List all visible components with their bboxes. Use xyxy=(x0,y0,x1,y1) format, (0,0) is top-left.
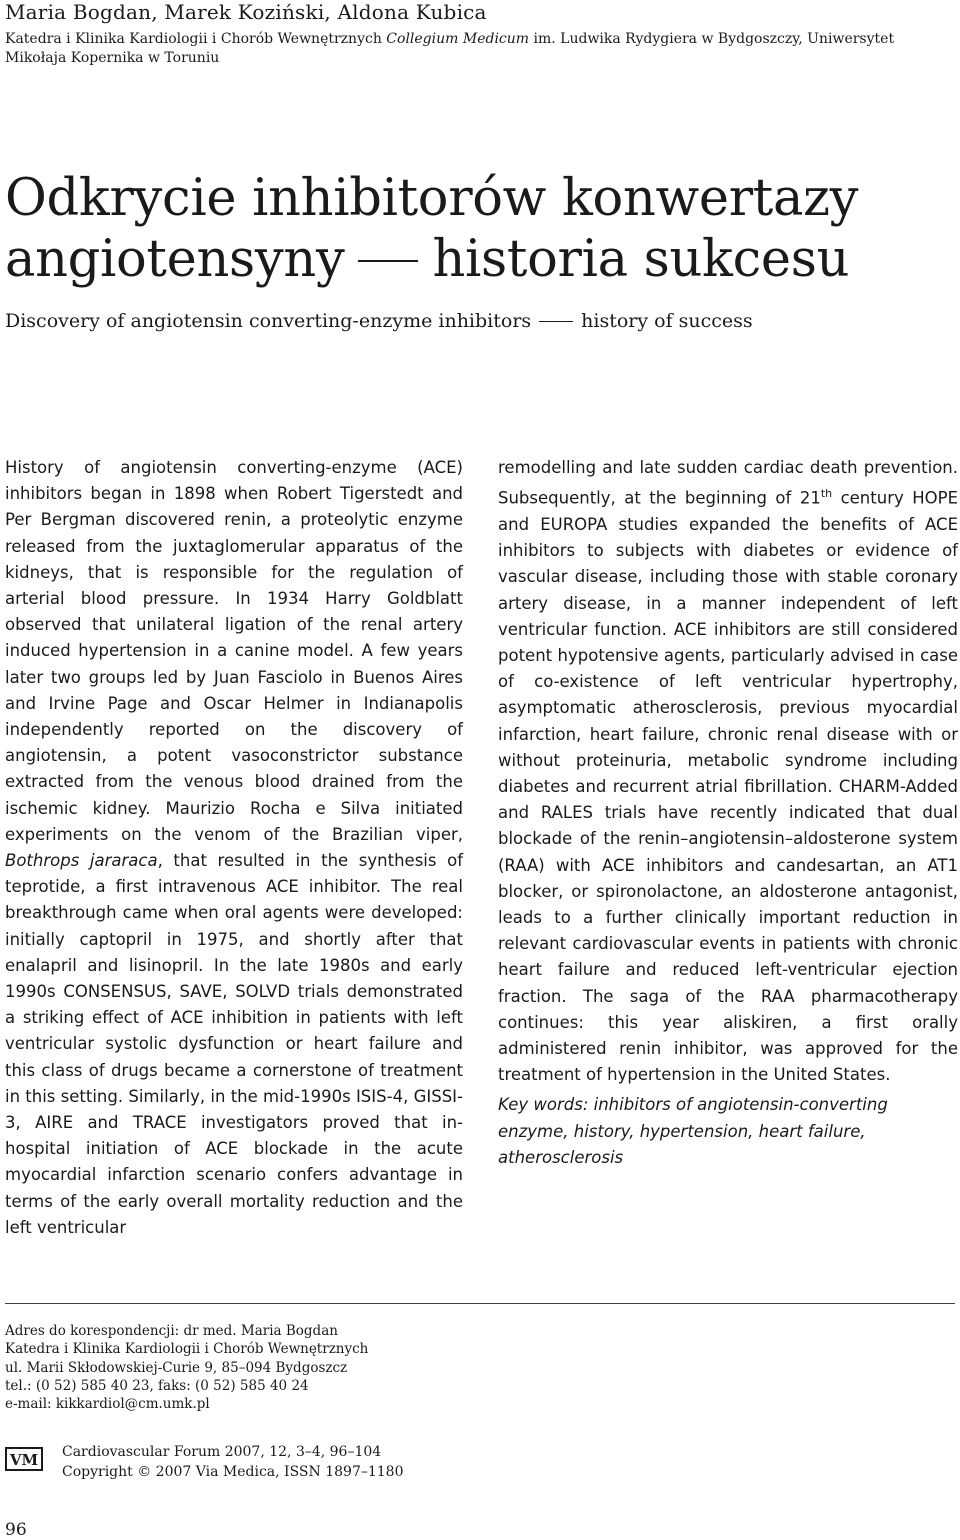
abstract-left-text-b: , that resulted in the synthesis of teprotide, a first intravenous ACE inhibitor. The real breakthrough came when oral agents were developed: initially captopril in 1975, and shortly after that enalapril and lisinopril. In the late 1980s and early 1990s CONSENSUS, SAVE, SOLVD trials demonstrated a striking effect of ACE inhibition in patients with left ventricular systolic dysfunction or heart failure and this class of drugs became a cornerstone of treatment in this setting. Similarly, in the mid-1990s ISIS-4, GISSI-3, AIRE and TRACE investigators proved that in-hospital initiation of ACE blockade in the acute myocardial infarction scenario confers advantage in terms of the early overall mortality reduction and the left ventricular xyxy=(5,851,463,1237)
correspondence-line2: Katedra i Klinika Kardiologii i Chorób Wewnętrznych xyxy=(5,1341,369,1358)
article-subtitle xyxy=(5,310,753,332)
affiliation-line1-post: im. Ludwika Rydygiera w Bydgoszczy, Uniwersytet xyxy=(529,31,895,47)
subtitle-dash xyxy=(539,321,573,322)
abstract-right-text-a: remodelling and late sudden cardiac death prevention. Subsequently, at the beginning of 21 xyxy=(498,458,958,508)
correspondence-email: e-mail: kikkardiol@cm.umk.pl xyxy=(5,1396,210,1413)
title-line1: Odkrycie inhibitorów konwertazy xyxy=(5,169,859,228)
keywords: Key words: inhibitors of angiotensin-converting enzyme, history, hypertension, heart failure, atherosclerosis xyxy=(498,1095,888,1167)
citation xyxy=(62,1443,403,1482)
subtitle-b: history of success xyxy=(581,310,753,332)
article-title xyxy=(5,168,858,290)
correspondence-line3: ul. Marii Skłodowskiej-Curie 9, 85–094 Bydgoszcz xyxy=(5,1359,348,1376)
copyright: Copyright © 2007 Via Medica, ISSN 1897–1180 xyxy=(62,1463,404,1480)
abstract-paragraph-right xyxy=(498,455,958,1088)
via-medica-logo xyxy=(5,1447,43,1471)
abstract-right-sup: th xyxy=(820,487,833,501)
abstract-right-text-b: century HOPE and EUROPA studies expanded the benefits of ACE inhibitors to subjects with diabetes or evidence of vascular disease, including those with stable coronary artery disease, in a manner independent of left ventricular function. ACE inhibitors are still considered potent hypotensive agents, particularly advised in case of co-existence of left ventricular hypertrophy, asymptomatic atherosclerosis, previous myocardial infarction, heart failure, chronic renal disease with or without proteinuria, metabolic syndrome including diabetes and recurrent atrial fibrillation. CHARM-Added and RALES trials have recently indicated that dual blockade of the renin–angiotensin–aldosterone system (RAA) with ACE inhibitors and candesartan, an AT1 blocker, or spironolactone, an aldosterone antagonist, leads to a further clinically important reduction in relevant cardiovascular events in patients with chronic heart failure and reduced left-ventricular ejection fraction. The saga of the RAA pharmacotherapy continues: this year aliskiren, a first orally administered renin inhibitor, was approved for the treatment of hypertension in the United States. xyxy=(498,488,958,1085)
journal-reference: Cardiovascular Forum 2007, 12, 3–4, 96–104 xyxy=(62,1444,382,1460)
authors: Maria Bogdan, Marek Koziński, Aldona Kubica xyxy=(5,0,487,24)
title-line2-b: historia sukcesu xyxy=(432,230,850,289)
affiliation-line1-italic: Collegium Medicum xyxy=(386,31,530,47)
abstract-left-species: Bothrops jararaca xyxy=(5,851,158,871)
abstract-right-column xyxy=(498,455,958,1171)
abstract-left-column xyxy=(5,455,463,1241)
divider xyxy=(5,1303,955,1304)
page-number: 96 xyxy=(5,1520,27,1540)
correspondence-line4: tel.: (0 52) 585 40 23, faks: (0 52) 585 40 24 xyxy=(5,1377,309,1394)
abstract-paragraph-left xyxy=(5,455,463,1241)
affiliation-line1-pre: Katedra i Klinika Kardiologii i Chorób Wewnętrznych xyxy=(5,31,387,47)
abstract-left-text-a: History of angiotensin converting-enzyme (ACE) inhibitors began in 1898 when Robert Tigerstedt and Per Bergman discovered renin, a proteolytic enzyme released from the juxtaglomerular apparatus of the kidneys, that is responsible for the regulation of arterial blood pressure. In 1934 Harry Goldblatt observed that unilateral ligation of the renal artery induced hypertension in a canine model. A few years later two groups led by Juan Fasciolo in Buenos Aires and Irvine Page and Oscar Helmer in Indianapolis independently reported on the discovery of angiotensin, a potent vasoconstrictor substance extracted from the venous blood drained from the ischemic kidney. Maurizio Rocha e Silva initiated experiments on the venom of the Brazilian viper, xyxy=(5,458,463,844)
correspondence-line1: Adres do korespondencji: dr med. Maria Bogdan xyxy=(5,1323,338,1339)
affiliation xyxy=(5,30,955,68)
title-line2-a: angiotensyny xyxy=(5,230,345,289)
logo-text: VM xyxy=(9,1451,39,1469)
title-dash xyxy=(358,260,418,262)
subtitle-a: Discovery of angiotensin converting-enzyme inhibitors xyxy=(5,310,532,332)
correspondence-block xyxy=(5,1322,368,1413)
affiliation-line2: Mikołaja Kopernika w Toruniu xyxy=(5,50,220,66)
